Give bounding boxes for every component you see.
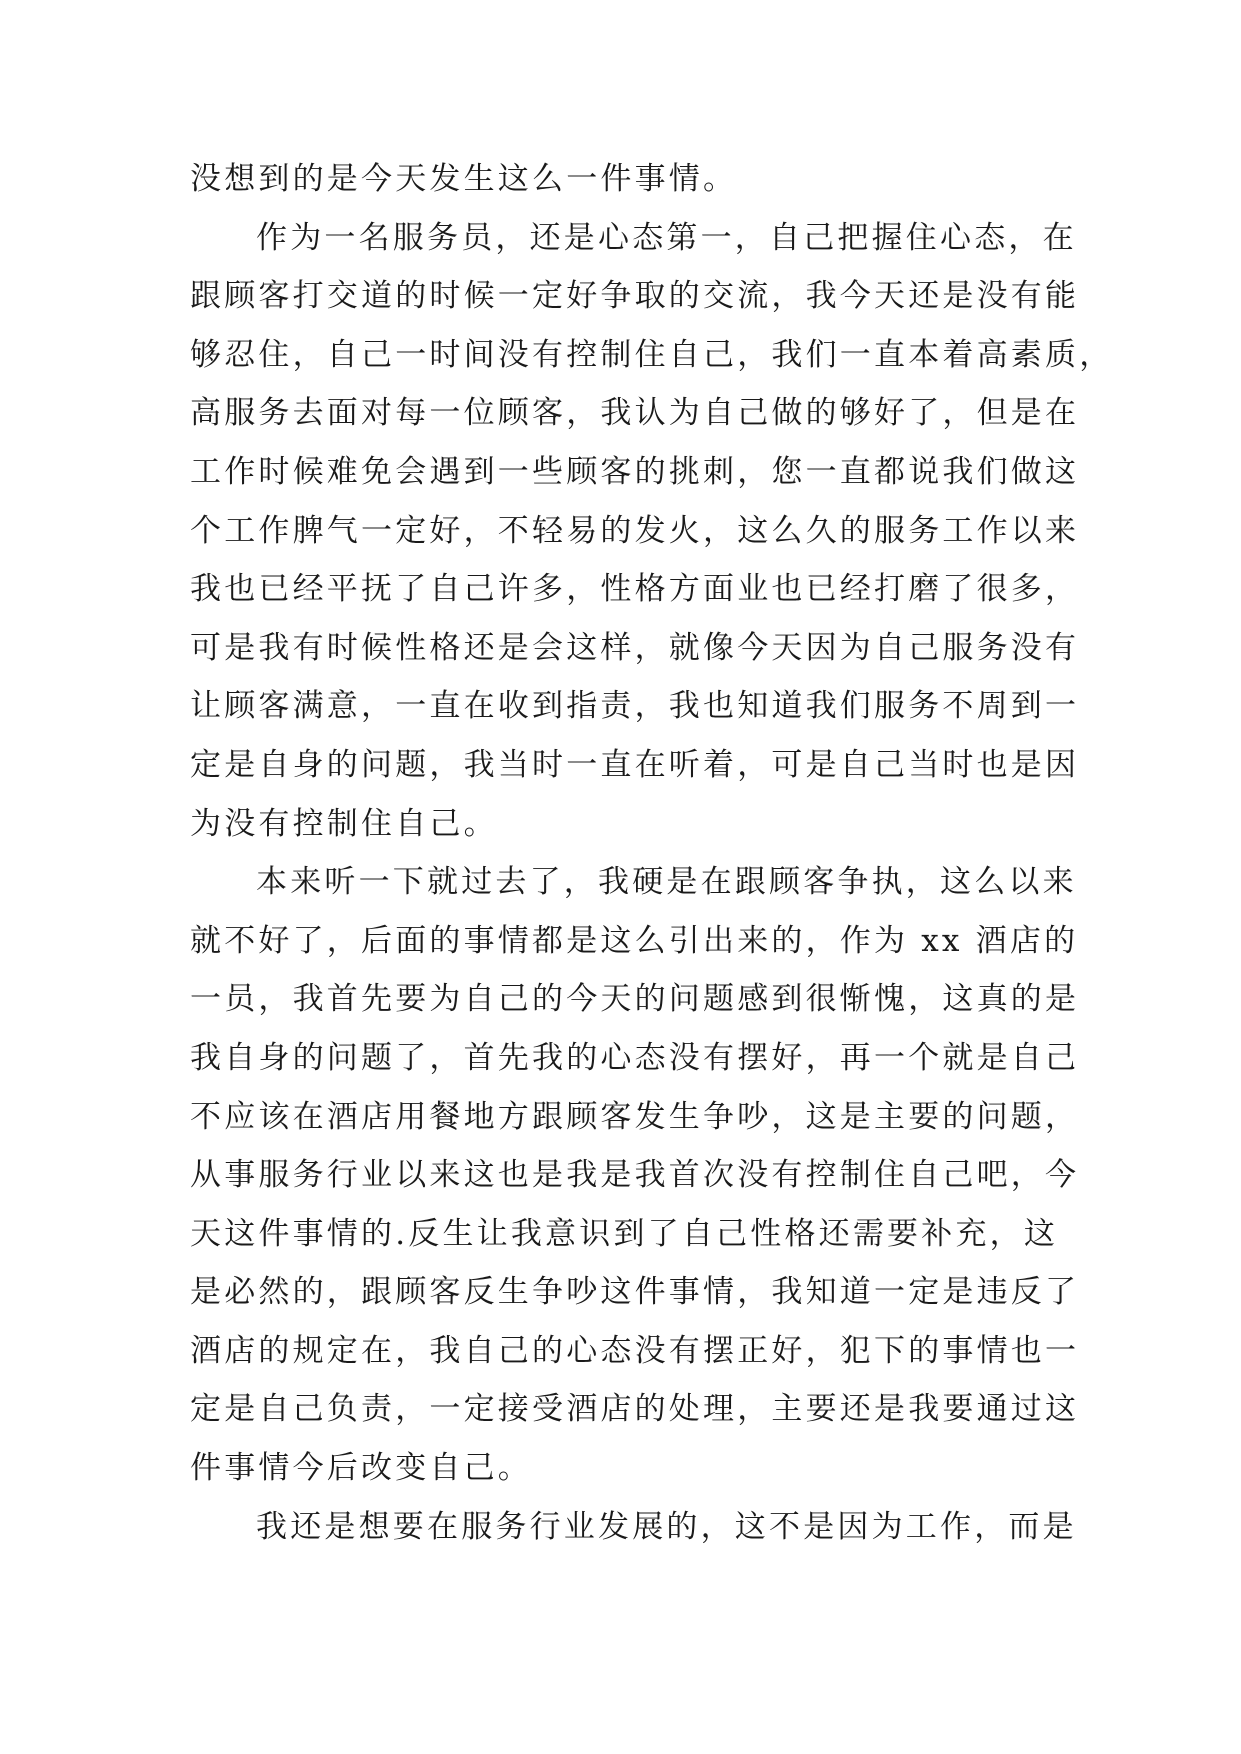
text-line: 本来听一下就过去了，我硬是在跟顾客争执，这么以来: [256, 864, 1077, 901]
text-line: 我自身的问题了，首先我的心态没有摆好，再一个就是自己: [190, 1039, 1080, 1076]
document-page: [190, 150, 1114, 1556]
paragraph-3: [190, 853, 1080, 1498]
text-line: 件事情今后改变自己。: [190, 1450, 532, 1487]
text-line: 高服务去面对每一位顾客，我认为自己做的够好了，但是在: [190, 395, 1080, 432]
text-line: 可是我有时候性格还是会这样，就像今天因为自己服务没有: [190, 629, 1080, 666]
text-line: 为没有控制住自己。: [190, 805, 498, 842]
paragraph-1: [190, 150, 1050, 209]
text-line: 定是自身的问题，我当时一直在听着，可是自己当时也是因: [190, 746, 1080, 783]
text-line: 个工作脾气一定好，不轻易的发火，这么久的服务工作以来: [190, 512, 1080, 549]
text-line: 工作时候难免会遇到一些顾客的挑刺，您一直都说我们做这: [190, 453, 1080, 490]
text-line: 酒店的规定在，我自己的心态没有摆正好，犯下的事情也一: [190, 1332, 1080, 1369]
text-line: 我还是想要在服务行业发展的，这不是因为工作，而是: [256, 1508, 1077, 1545]
text-line: 就不好了，后面的事情都是这么引出来的，作为 xx 酒店的: [190, 922, 1079, 959]
text-line: 够忍住，自己一时间没有控制住自己，我们一直本着高素质，: [190, 336, 1114, 373]
text-line: 一员，我首先要为自己的今天的问题感到很惭愧，这真的是: [190, 981, 1080, 1018]
text-line: 天这件事情的.反生让我意识到了自己性格还需要补充，这: [190, 1215, 1059, 1252]
text-line: 不应该在酒店用餐地方跟顾客发生争吵，这是主要的问题，: [190, 1098, 1080, 1135]
text-line: 从事服务行业以来这也是我是我首次没有控制住自己吧，今: [190, 1157, 1080, 1194]
text-line: 是必然的，跟顾客反生争吵这件事情，我知道一定是违反了: [190, 1274, 1080, 1311]
text-line: 让顾客满意，一直在收到指责，我也知道我们服务不周到一: [190, 688, 1080, 725]
text-line: 跟顾客打交道的时候一定好争取的交流，我今天还是没有能: [190, 278, 1080, 315]
text-line: 作为一名服务员，还是心态第一，自己把握住心态，在: [256, 219, 1077, 256]
text-line: 我也已经平抚了自己许多，性格方面业也已经打磨了很多，: [190, 571, 1080, 608]
paragraph-4: [190, 1498, 1077, 1557]
text-line: 没想到的是今天发生这么一件事情。: [190, 161, 738, 197]
paragraph-2: [190, 209, 1114, 854]
text-line: 定是自己负责，一定接受酒店的处理，主要还是我要通过这: [190, 1391, 1080, 1428]
